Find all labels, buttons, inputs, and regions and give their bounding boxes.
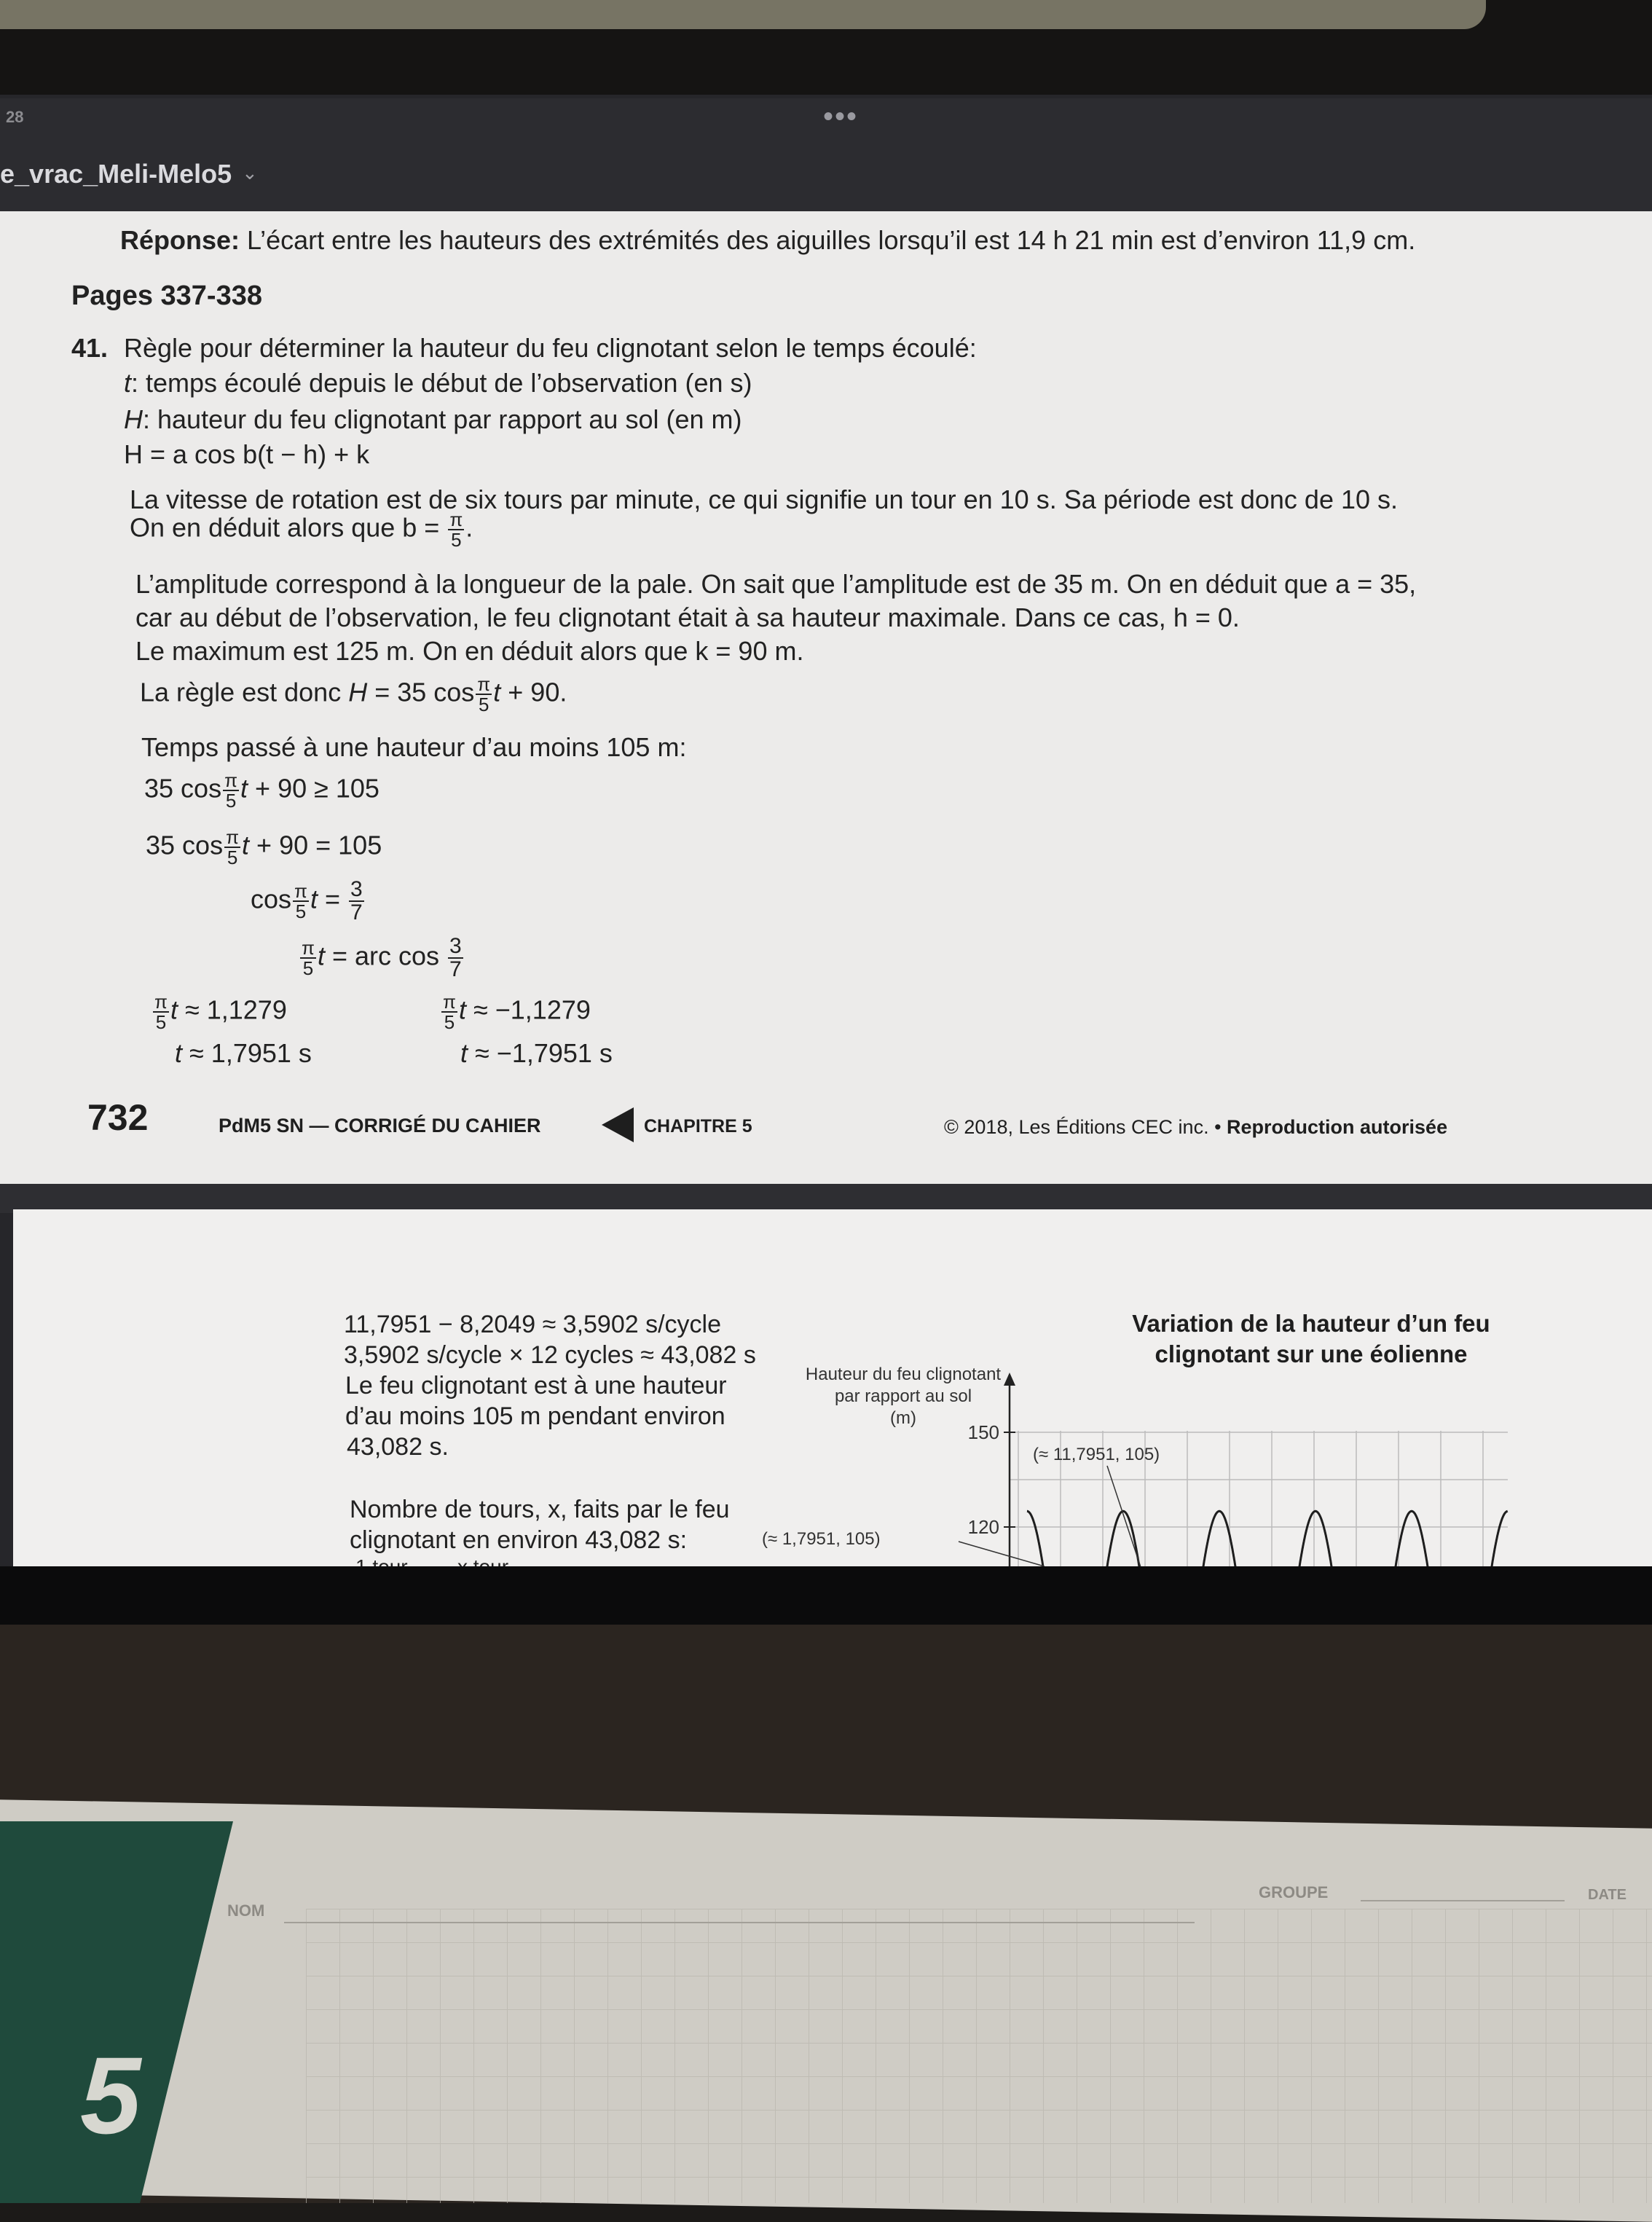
frac-num: 3: [449, 934, 462, 958]
calc-line-3: Le feu clignotant est à une hauteur: [345, 1372, 727, 1399]
calc-line-2: 3,5902 s/cycle × 12 cycles ≈ 43,082 s: [344, 1341, 756, 1369]
rule-final-h: H: [348, 677, 368, 707]
reponse-text: L’écart entre les hauteurs des extrémités des aiguilles lorsqu’il est 14 h 21 min est d’environ 11,9 cm.: [240, 225, 1416, 255]
ineq-post: + 90 ≥ 105: [248, 773, 379, 804]
frac-num: π: [226, 826, 240, 848]
footer-copyright: [944, 1116, 1447, 1139]
question-intro: Règle pour déterminer la hauteur du feu clignotant selon le temps écoulé:: [124, 333, 977, 363]
notebook-groupe-label: GROUPE: [1259, 1883, 1329, 1901]
para-rotation-2-text: On en déduit alors que b =: [130, 512, 440, 543]
left-sol-1-value: ≈ 1,1279: [184, 994, 287, 1025]
var-t: t: [240, 773, 248, 804]
frac-num: π: [449, 509, 463, 530]
frac-num: π: [224, 769, 238, 791]
rule-final: [140, 675, 567, 714]
frac-num: π: [477, 673, 491, 695]
chart-y-tick-label: 120: [967, 1516, 999, 1538]
fraction-pi-over-5: [448, 510, 464, 549]
var-t: t: [175, 1038, 183, 1068]
chart-title-line-1: Variation de la hauteur d’un feu: [1132, 1310, 1490, 1337]
reproduction-text: Reproduction autorisée: [1227, 1116, 1448, 1138]
tablet-bezel-bottom: [0, 1566, 1652, 1625]
notebook-nom-label: NOM: [227, 1901, 265, 1920]
notebook-groupe-line: [1361, 1900, 1565, 1901]
var-h-line: [124, 404, 742, 435]
eq1-post: + 90 = 105: [249, 830, 382, 860]
question-number: 41.: [71, 333, 109, 363]
chart-height-vs-time: [762, 1304, 1530, 1574]
right-sol-2-value: ≈ −1,7951 s: [475, 1038, 613, 1068]
fraction-pi-over-5: [476, 675, 492, 714]
pages-heading: Pages 337-338: [71, 280, 262, 311]
equation-2: [251, 879, 366, 924]
fraction-pi-over-5: [153, 992, 169, 1032]
para-rotation-2: On en déduit alors que b = $\frac{\pi}{5}$ .: [130, 509, 473, 551]
reponse-label: Réponse:: [120, 225, 240, 255]
var-t: t: [317, 941, 325, 971]
frac-den: 5: [225, 790, 237, 812]
equation-3: [299, 935, 465, 981]
status-time: 28: [6, 108, 24, 126]
notebook-date-label: DATE: [1588, 1887, 1627, 1903]
chevron-down-icon[interactable]: ⌄: [242, 162, 258, 184]
chart-annotation-label: (≈ 1,7951, 105): [762, 1529, 881, 1549]
para-amplitude-2: car au début de l’observation, le feu clignotant était à sa hauteur maximale. Dans ce cas, h = 0.: [135, 602, 1240, 632]
var-t: t: [242, 830, 250, 860]
copyright-text: © 2018, Les Éditions CEC inc. •: [944, 1116, 1222, 1138]
frac-num: π: [154, 991, 168, 1013]
eq1-pre: 35 cos: [146, 830, 224, 860]
var-h-desc: : hauteur du feu clignotant par rapport au sol (en m): [143, 404, 742, 434]
frac-den: 5: [155, 1011, 167, 1033]
calc-line-6: Nombre de tours, x, faits par le feu: [350, 1496, 730, 1523]
rule-final-pre: La règle est donc: [140, 677, 342, 707]
chart-annotation-label: (≈ 11,7951, 105): [1033, 1445, 1160, 1464]
frac-den: 7: [350, 900, 363, 924]
rule-final-eq: = 35 cos: [367, 677, 475, 707]
para-rotation-1: La vitesse de rotation est de six tours par minute, ce qui signifie un tour en 10 s. Sa période est donc de 10 s.: [130, 484, 1399, 514]
rule-final-post: + 90.: [500, 677, 567, 707]
rule-general: H = a cos b(t − h) + k: [124, 439, 370, 469]
temps-heading: Temps passé à une hauteur d’au moins 105 m:: [141, 732, 687, 762]
footer-chapter: CHAPITRE 5: [644, 1116, 752, 1136]
chart-title-line-2: clignotant sur une éolienne: [1155, 1340, 1468, 1367]
document-title[interactable]: e_vrac_Meli-Melo5: [0, 159, 232, 189]
eq2-pre: cos: [251, 884, 292, 914]
chart-series-line: [1027, 1511, 1508, 1573]
multitask-dots-icon[interactable]: •••: [823, 101, 859, 133]
var-h-name: H: [124, 404, 143, 434]
var-t: t: [458, 994, 466, 1025]
para-maximum: Le maximum est 125 m. On en déduit alors que k = 90 m.: [135, 636, 804, 666]
notebook-grid: [306, 1909, 1652, 2203]
reponse-line: [120, 224, 1415, 256]
frac-num: π: [443, 991, 456, 1013]
notebook-nom-line: [284, 1922, 1195, 1923]
fraction-pi-over-5: [293, 882, 309, 921]
arrow-left-icon: [602, 1107, 634, 1142]
inequation: [144, 771, 379, 810]
frac-num: 3: [350, 877, 363, 901]
fraction-3-over-7: [349, 879, 364, 924]
calc-line-5: 43,082 s.: [347, 1433, 449, 1461]
frac-den: 5: [444, 1011, 455, 1033]
left-sol-2-value: ≈ 1,7951 s: [189, 1038, 312, 1068]
chart-y-axis-arrow: [1004, 1373, 1015, 1386]
var-t: t: [170, 994, 178, 1025]
photo-top-object: [0, 0, 1486, 29]
calc-line-7: clignotant en environ 43,082 s:: [350, 1526, 688, 1554]
left-solution-1: [152, 992, 287, 1032]
frac-num: π: [294, 880, 307, 902]
frac-den: 5: [295, 900, 307, 922]
fraction-pi-over-5: [300, 938, 316, 978]
var-t-line: [124, 367, 752, 399]
var-t: t: [460, 1038, 468, 1068]
var-t-desc: : temps écoulé depuis le début de l’observation (en s): [131, 368, 752, 398]
eq3-mid: = arc cos: [324, 941, 440, 971]
right-solution-2: [460, 1037, 613, 1069]
frac-den: 5: [479, 694, 489, 715]
chart-y-tick-label: 150: [967, 1421, 999, 1443]
fraction-3-over-7: [448, 935, 463, 981]
frac-den: 5: [451, 529, 462, 551]
chart-annotation-leader: [1107, 1466, 1141, 1566]
right-sol-1-value: ≈ −1,1279: [473, 994, 591, 1025]
page-separator: [0, 1184, 1652, 1213]
eq2-mid: =: [318, 884, 341, 914]
chart-y-label: Hauteur du feu clignotant: [805, 1365, 1002, 1384]
left-solution-2: [175, 1037, 312, 1069]
page-number: 732: [87, 1097, 149, 1138]
footer-title: PdM5 SN — CORRIGÉ DU CAHIER: [219, 1115, 541, 1136]
equation-1: [146, 828, 382, 867]
ineq-pre: 35 cos: [144, 773, 222, 804]
right-solution-1: [440, 992, 591, 1032]
chart-y-label: par rapport au sol: [834, 1386, 972, 1406]
chart-y-label: (m): [890, 1408, 916, 1428]
calc-line-4: d’au moins 105 m pendant environ: [345, 1402, 725, 1430]
frac-den: 5: [227, 847, 238, 868]
frac-den: 7: [449, 957, 462, 981]
var-t: t: [310, 884, 318, 914]
chart-annotation-leader: [959, 1542, 1045, 1566]
notebook-number: 5: [80, 2034, 141, 2156]
para-amplitude-1: L’amplitude correspond à la longueur de la pale. On sait que l’amplitude est de 35 m. On en déduit que a = 35,: [135, 569, 1417, 599]
calc-line-1: 11,7951 − 8,2049 ≈ 3,5902 s/cycle: [344, 1311, 722, 1338]
var-t-name: t: [124, 368, 132, 398]
frac-den: 5: [302, 957, 314, 979]
var-t: t: [493, 677, 501, 707]
frac-num: π: [302, 937, 315, 959]
fraction-pi-over-5: [223, 771, 239, 810]
fraction-pi-over-5: [224, 828, 240, 867]
fraction-pi-over-5: [441, 992, 457, 1032]
